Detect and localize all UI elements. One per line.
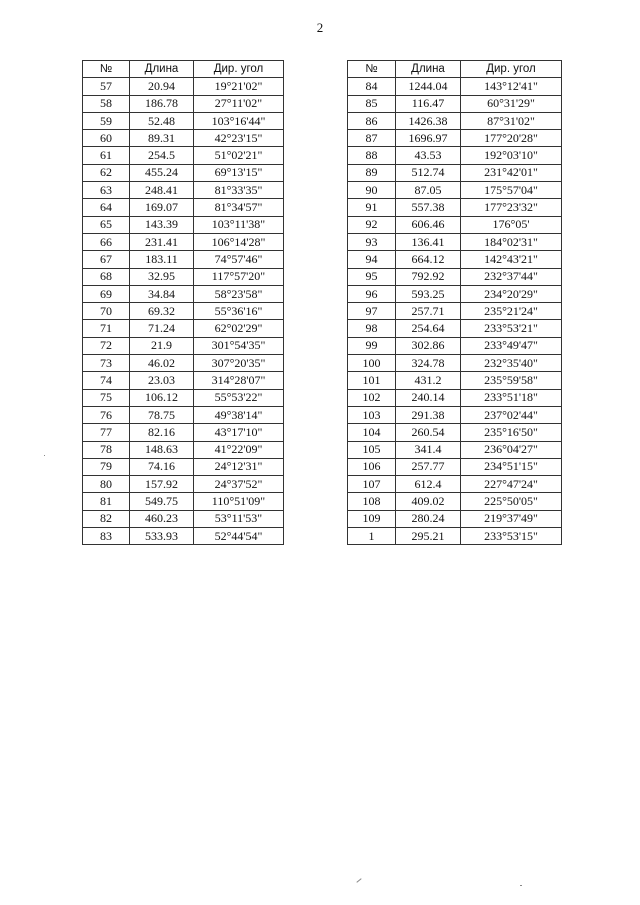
cell-angle: 235°59'58" [461, 372, 562, 389]
table-row [83, 216, 284, 233]
table-row [348, 164, 562, 181]
cell-length: 23.03 [130, 372, 194, 389]
table-row [83, 320, 284, 337]
cell-angle: 236°04'27" [461, 441, 562, 458]
cell-length: 302.86 [396, 337, 461, 354]
cell-number: 57 [83, 78, 130, 95]
table-row [83, 406, 284, 423]
cell-angle: 52°44'54" [194, 528, 284, 545]
cell-number: 1 [348, 528, 396, 545]
cell-length: 1244.04 [396, 78, 461, 95]
table-row [348, 147, 562, 164]
cell-angle: 177°20'28" [461, 130, 562, 147]
cell-length: 231.41 [130, 233, 194, 250]
bearing-table-left [82, 60, 284, 545]
cell-length: 792.92 [396, 268, 461, 285]
cell-angle: 74°57'46" [194, 251, 284, 268]
table-row [348, 406, 562, 423]
cell-number: 58 [83, 95, 130, 112]
cell-number: 94 [348, 251, 396, 268]
cell-number: 60 [83, 130, 130, 147]
table-row [83, 510, 284, 527]
table-row [83, 130, 284, 147]
cell-angle: 49°38'14" [194, 406, 284, 423]
cell-angle: 232°37'44" [461, 268, 562, 285]
cell-length: 254.64 [396, 320, 461, 337]
table-row [83, 95, 284, 112]
table-row [348, 320, 562, 337]
cell-length: 32.95 [130, 268, 194, 285]
cell-angle: 235°16'50" [461, 424, 562, 441]
cell-number: 89 [348, 164, 396, 181]
cell-number: 63 [83, 182, 130, 199]
bearing-table-right [347, 60, 562, 545]
cell-number: 108 [348, 493, 396, 510]
table-row [83, 528, 284, 545]
cell-angle: 233°49'47" [461, 337, 562, 354]
cell-length: 455.24 [130, 164, 194, 181]
cell-angle: 219°37'49" [461, 510, 562, 527]
cell-angle: 225°50'05" [461, 493, 562, 510]
column-header-number: № [83, 61, 130, 78]
scan-speck [356, 878, 361, 883]
cell-angle: 24°37'52" [194, 476, 284, 493]
cell-number: 80 [83, 476, 130, 493]
cell-angle: 19°21'02" [194, 78, 284, 95]
table-row [348, 476, 562, 493]
table-row [348, 303, 562, 320]
table-row [83, 476, 284, 493]
cell-angle: 184°02'31" [461, 233, 562, 250]
table-row [348, 233, 562, 250]
cell-number: 82 [83, 510, 130, 527]
cell-number: 101 [348, 372, 396, 389]
cell-length: 20.94 [130, 78, 194, 95]
table-row [348, 268, 562, 285]
page-number: 2 [316, 20, 324, 35]
table-row [83, 493, 284, 510]
cell-number: 67 [83, 251, 130, 268]
cell-length: 183.11 [130, 251, 194, 268]
cell-number: 62 [83, 164, 130, 181]
cell-angle: 69°13'15" [194, 164, 284, 181]
cell-length: 324.78 [396, 355, 461, 372]
cell-angle: 231°42'01" [461, 164, 562, 181]
cell-length: 82.16 [130, 424, 194, 441]
cell-number: 65 [83, 216, 130, 233]
cell-number: 98 [348, 320, 396, 337]
table-row [83, 112, 284, 129]
cell-number: 83 [83, 528, 130, 545]
cell-length: 157.92 [130, 476, 194, 493]
table-row [83, 233, 284, 250]
cell-length: 116.47 [396, 95, 461, 112]
table-row [348, 112, 562, 129]
scan-speck [520, 885, 522, 886]
cell-number: 100 [348, 355, 396, 372]
cell-angle: 43°17'10" [194, 424, 284, 441]
table-row [83, 389, 284, 406]
cell-length: 1696.97 [396, 130, 461, 147]
cell-length: 460.23 [130, 510, 194, 527]
table-row [83, 458, 284, 475]
cell-angle: 314°28'07" [194, 372, 284, 389]
cell-length: 46.02 [130, 355, 194, 372]
cell-length: 78.75 [130, 406, 194, 423]
cell-length: 341.4 [396, 441, 461, 458]
table-header-row [83, 61, 284, 78]
table-row [348, 78, 562, 95]
cell-angle: 55°53'22" [194, 389, 284, 406]
cell-number: 77 [83, 424, 130, 441]
cell-number: 73 [83, 355, 130, 372]
table-row [83, 251, 284, 268]
column-header-number: № [348, 61, 396, 78]
cell-number: 61 [83, 147, 130, 164]
table-row [348, 130, 562, 147]
cell-length: 69.32 [130, 303, 194, 320]
cell-number: 90 [348, 182, 396, 199]
cell-angle: 301°54'35" [194, 337, 284, 354]
table-row [348, 355, 562, 372]
cell-length: 1426.38 [396, 112, 461, 129]
cell-number: 81 [83, 493, 130, 510]
cell-angle: 24°12'31" [194, 458, 284, 475]
cell-angle: 175°57'04" [461, 182, 562, 199]
table-row [83, 355, 284, 372]
cell-number: 66 [83, 233, 130, 250]
cell-length: 248.41 [130, 182, 194, 199]
column-header-angle: Дир. угол [194, 61, 284, 78]
cell-length: 21.9 [130, 337, 194, 354]
column-header-length: Длина [130, 61, 194, 78]
cell-angle: 81°34'57" [194, 199, 284, 216]
table-row [83, 78, 284, 95]
cell-angle: 81°33'35" [194, 182, 284, 199]
cell-angle: 234°51'15" [461, 458, 562, 475]
cell-number: 102 [348, 389, 396, 406]
cell-length: 431.2 [396, 372, 461, 389]
cell-angle: 106°14'28" [194, 233, 284, 250]
cell-number: 107 [348, 476, 396, 493]
cell-angle: 234°20'29" [461, 285, 562, 302]
cell-angle: 117°57'20" [194, 268, 284, 285]
cell-length: 52.48 [130, 112, 194, 129]
table-row [83, 182, 284, 199]
cell-length: 257.71 [396, 303, 461, 320]
table-row [348, 441, 562, 458]
cell-angle: 41°22'09" [194, 441, 284, 458]
cell-number: 106 [348, 458, 396, 475]
cell-number: 97 [348, 303, 396, 320]
cell-number: 59 [83, 112, 130, 129]
table-row [83, 147, 284, 164]
cell-number: 96 [348, 285, 396, 302]
cell-angle: 53°11'53" [194, 510, 284, 527]
cell-length: 71.24 [130, 320, 194, 337]
cell-length: 240.14 [396, 389, 461, 406]
cell-angle: 103°16'44" [194, 112, 284, 129]
cell-angle: 192°03'10" [461, 147, 562, 164]
cell-angle: 177°23'32" [461, 199, 562, 216]
cell-length: 549.75 [130, 493, 194, 510]
cell-angle: 55°36'16" [194, 303, 284, 320]
table-row [348, 458, 562, 475]
cell-length: 260.54 [396, 424, 461, 441]
table-row [83, 303, 284, 320]
cell-angle: 232°35'40" [461, 355, 562, 372]
cell-number: 105 [348, 441, 396, 458]
cell-number: 99 [348, 337, 396, 354]
table-row [348, 510, 562, 527]
column-header-angle: Дир. угол [461, 61, 562, 78]
cell-number: 86 [348, 112, 396, 129]
column-header-length: Длина [396, 61, 461, 78]
cell-length: 169.07 [130, 199, 194, 216]
cell-angle: 42°23'15" [194, 130, 284, 147]
cell-angle: 233°51'18" [461, 389, 562, 406]
cell-angle: 27°11'02" [194, 95, 284, 112]
cell-length: 512.74 [396, 164, 461, 181]
cell-number: 64 [83, 199, 130, 216]
cell-angle: 143°12'41" [461, 78, 562, 95]
table-row [348, 182, 562, 199]
cell-number: 85 [348, 95, 396, 112]
cell-length: 89.31 [130, 130, 194, 147]
table-row [348, 528, 562, 545]
cell-number: 76 [83, 406, 130, 423]
cell-length: 254.5 [130, 147, 194, 164]
cell-angle: 176°05' [461, 216, 562, 233]
cell-number: 69 [83, 285, 130, 302]
cell-length: 606.46 [396, 216, 461, 233]
cell-number: 88 [348, 147, 396, 164]
cell-number: 87 [348, 130, 396, 147]
table-row [348, 251, 562, 268]
cell-angle: 227°47'24" [461, 476, 562, 493]
cell-length: 34.84 [130, 285, 194, 302]
table-row [83, 337, 284, 354]
cell-angle: 110°51'09" [194, 493, 284, 510]
cell-angle: 233°53'15" [461, 528, 562, 545]
cell-angle: 87°31'02" [461, 112, 562, 129]
cell-angle: 307°20'35" [194, 355, 284, 372]
table-row [348, 337, 562, 354]
cell-number: 75 [83, 389, 130, 406]
cell-length: 409.02 [396, 493, 461, 510]
table-row [348, 285, 562, 302]
table-row [348, 372, 562, 389]
table-row [83, 268, 284, 285]
cell-angle: 142°43'21" [461, 251, 562, 268]
cell-number: 103 [348, 406, 396, 423]
cell-length: 280.24 [396, 510, 461, 527]
cell-number: 91 [348, 199, 396, 216]
table-row [83, 372, 284, 389]
table-row [348, 216, 562, 233]
cell-number: 104 [348, 424, 396, 441]
cell-length: 74.16 [130, 458, 194, 475]
cell-number: 78 [83, 441, 130, 458]
cell-angle: 233°53'21" [461, 320, 562, 337]
cell-number: 84 [348, 78, 396, 95]
table-row [83, 285, 284, 302]
cell-length: 557.38 [396, 199, 461, 216]
cell-number: 72 [83, 337, 130, 354]
cell-length: 593.25 [396, 285, 461, 302]
table-row [83, 199, 284, 216]
cell-length: 612.4 [396, 476, 461, 493]
cell-length: 148.63 [130, 441, 194, 458]
table-row [348, 493, 562, 510]
cell-length: 257.77 [396, 458, 461, 475]
scan-speck [44, 455, 45, 456]
cell-length: 533.93 [130, 528, 194, 545]
table-row [348, 199, 562, 216]
table-header-row [348, 61, 562, 78]
cell-number: 109 [348, 510, 396, 527]
cell-length: 664.12 [396, 251, 461, 268]
cell-angle: 62°02'29" [194, 320, 284, 337]
cell-angle: 60°31'29" [461, 95, 562, 112]
cell-length: 295.21 [396, 528, 461, 545]
cell-length: 43.53 [396, 147, 461, 164]
table-row [83, 424, 284, 441]
cell-number: 93 [348, 233, 396, 250]
cell-number: 79 [83, 458, 130, 475]
cell-length: 186.78 [130, 95, 194, 112]
table-row [83, 441, 284, 458]
cell-length: 143.39 [130, 216, 194, 233]
cell-length: 136.41 [396, 233, 461, 250]
cell-length: 291.38 [396, 406, 461, 423]
cell-angle: 51°02'21" [194, 147, 284, 164]
cell-number: 71 [83, 320, 130, 337]
cell-number: 95 [348, 268, 396, 285]
cell-angle: 103°11'38" [194, 216, 284, 233]
cell-length: 106.12 [130, 389, 194, 406]
table-row [83, 164, 284, 181]
cell-number: 68 [83, 268, 130, 285]
cell-angle: 235°21'24" [461, 303, 562, 320]
cell-angle: 58°23'58" [194, 285, 284, 302]
table-row [348, 424, 562, 441]
cell-number: 74 [83, 372, 130, 389]
cell-number: 92 [348, 216, 396, 233]
table-row [348, 389, 562, 406]
cell-angle: 237°02'44" [461, 406, 562, 423]
cell-length: 87.05 [396, 182, 461, 199]
cell-number: 70 [83, 303, 130, 320]
table-row [348, 95, 562, 112]
